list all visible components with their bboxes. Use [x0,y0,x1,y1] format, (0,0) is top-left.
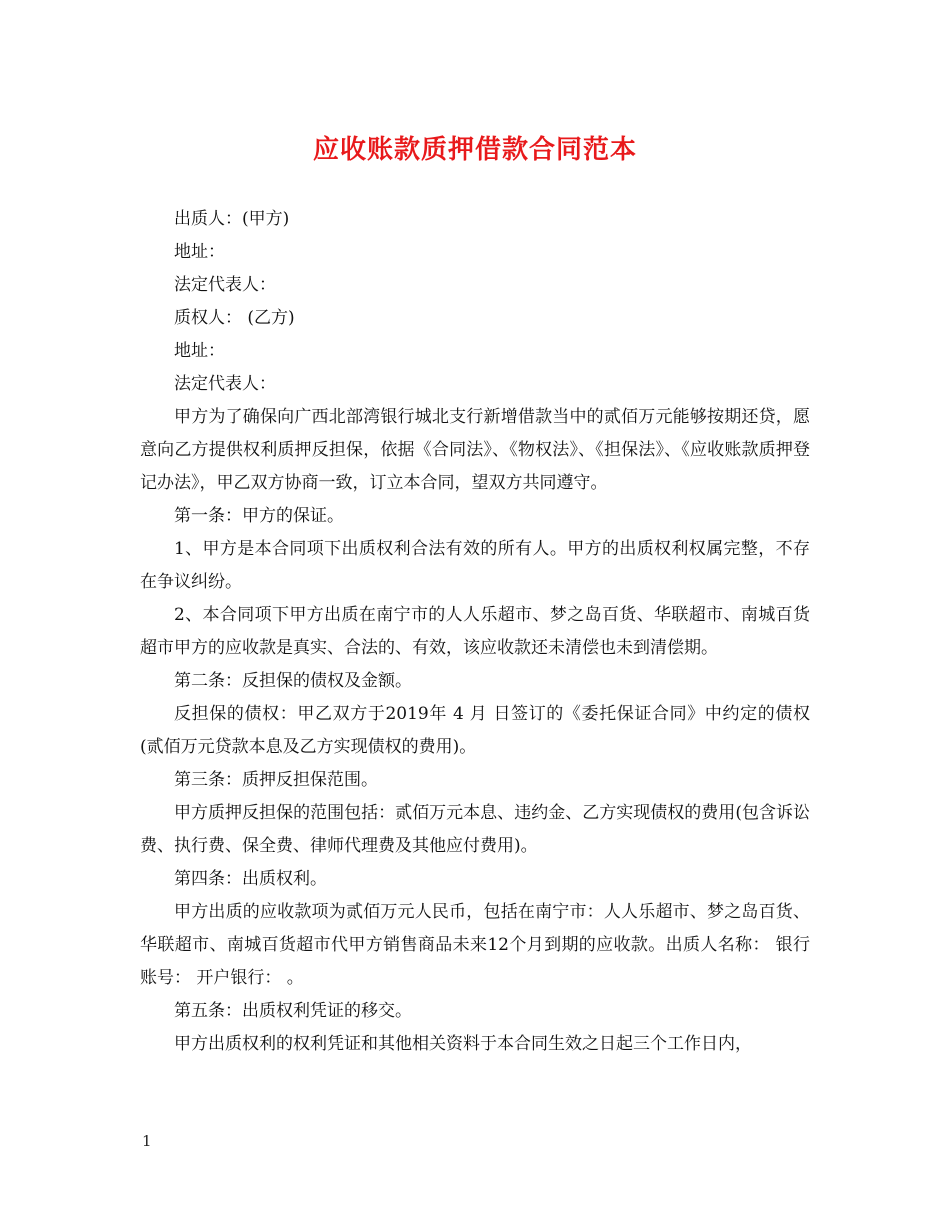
document-title: 应收账款质押借款合同范本 [312,135,637,165]
document-body [140,203,810,1061]
preamble-paragraph: 甲方为了确保向广西北部湾银行城北支行新增借款当中的贰佰万元能够按期还贷，愿意向乙方提供权利质押反担保，依据《合同法》、《物权法》、《担保法》、《应收账款质押登记办法》，甲乙双方协商一致，订立本合同，望双方共同遵守。 [140,407,810,493]
article-3-heading: 第三条：质押反担保范围。 [174,770,378,790]
article-1-clause-1: 1、甲方是本合同项下出质权利合法有效的所有人。甲方的出质权利权属完整，不存在争议纠纷。 [140,539,810,592]
article-1-heading: 第一条：甲方的保证。 [174,506,344,526]
article-2-heading: 第二条：反担保的债权及金额。 [174,671,412,691]
article-4-heading: 第四条：出质权利。 [174,869,327,889]
article-3-body: 甲方质押反担保的范围包括：贰佰万元本息、违约金、乙方实现债权的费用(包含诉讼费、执行费、保全费、律师代理费及其他应付费用)。 [140,803,810,856]
article-4-body: 甲方出质的应收款项为贰佰万元人民币，包括在南宁市：人人乐超市、梦之岛百货、华联超市、南城百货超市代甲方销售商品未来12个月到期的应收款。出质人名称： 银行账号： 开户银行： 。 [140,902,810,988]
pledgor-representative-line: 法定代表人： [174,275,276,295]
pledgee-line: 质权人： (乙方) [174,308,295,328]
page-number: 1 [142,1132,152,1150]
article-2-body: 反担保的债权：甲乙双方于2019年 4 月 日签订的《委托保证合同》中约定的债权(贰佰万元贷款本息及乙方实现债权的费用)。 [140,704,810,757]
pledgee-address-line: 地址： [174,341,225,361]
article-5-body: 甲方出质权利的权利凭证和其他相关资料于本合同生效之日起三个工作日内， [174,1034,752,1054]
pledgee-representative-line: 法定代表人： [174,374,276,394]
article-1-clause-2: 2、本合同项下甲方出质在南宁市的人人乐超市、梦之岛百货、华联超市、南城百货超市甲方的应收款是真实、合法的、有效，该应收款还未清偿也未到清偿期。 [140,605,810,658]
article-5-heading: 第五条：出质权利凭证的移交。 [174,1001,412,1021]
pledgor-address-line: 地址： [174,242,225,262]
pledgor-line: 出质人：(甲方) [174,209,290,229]
